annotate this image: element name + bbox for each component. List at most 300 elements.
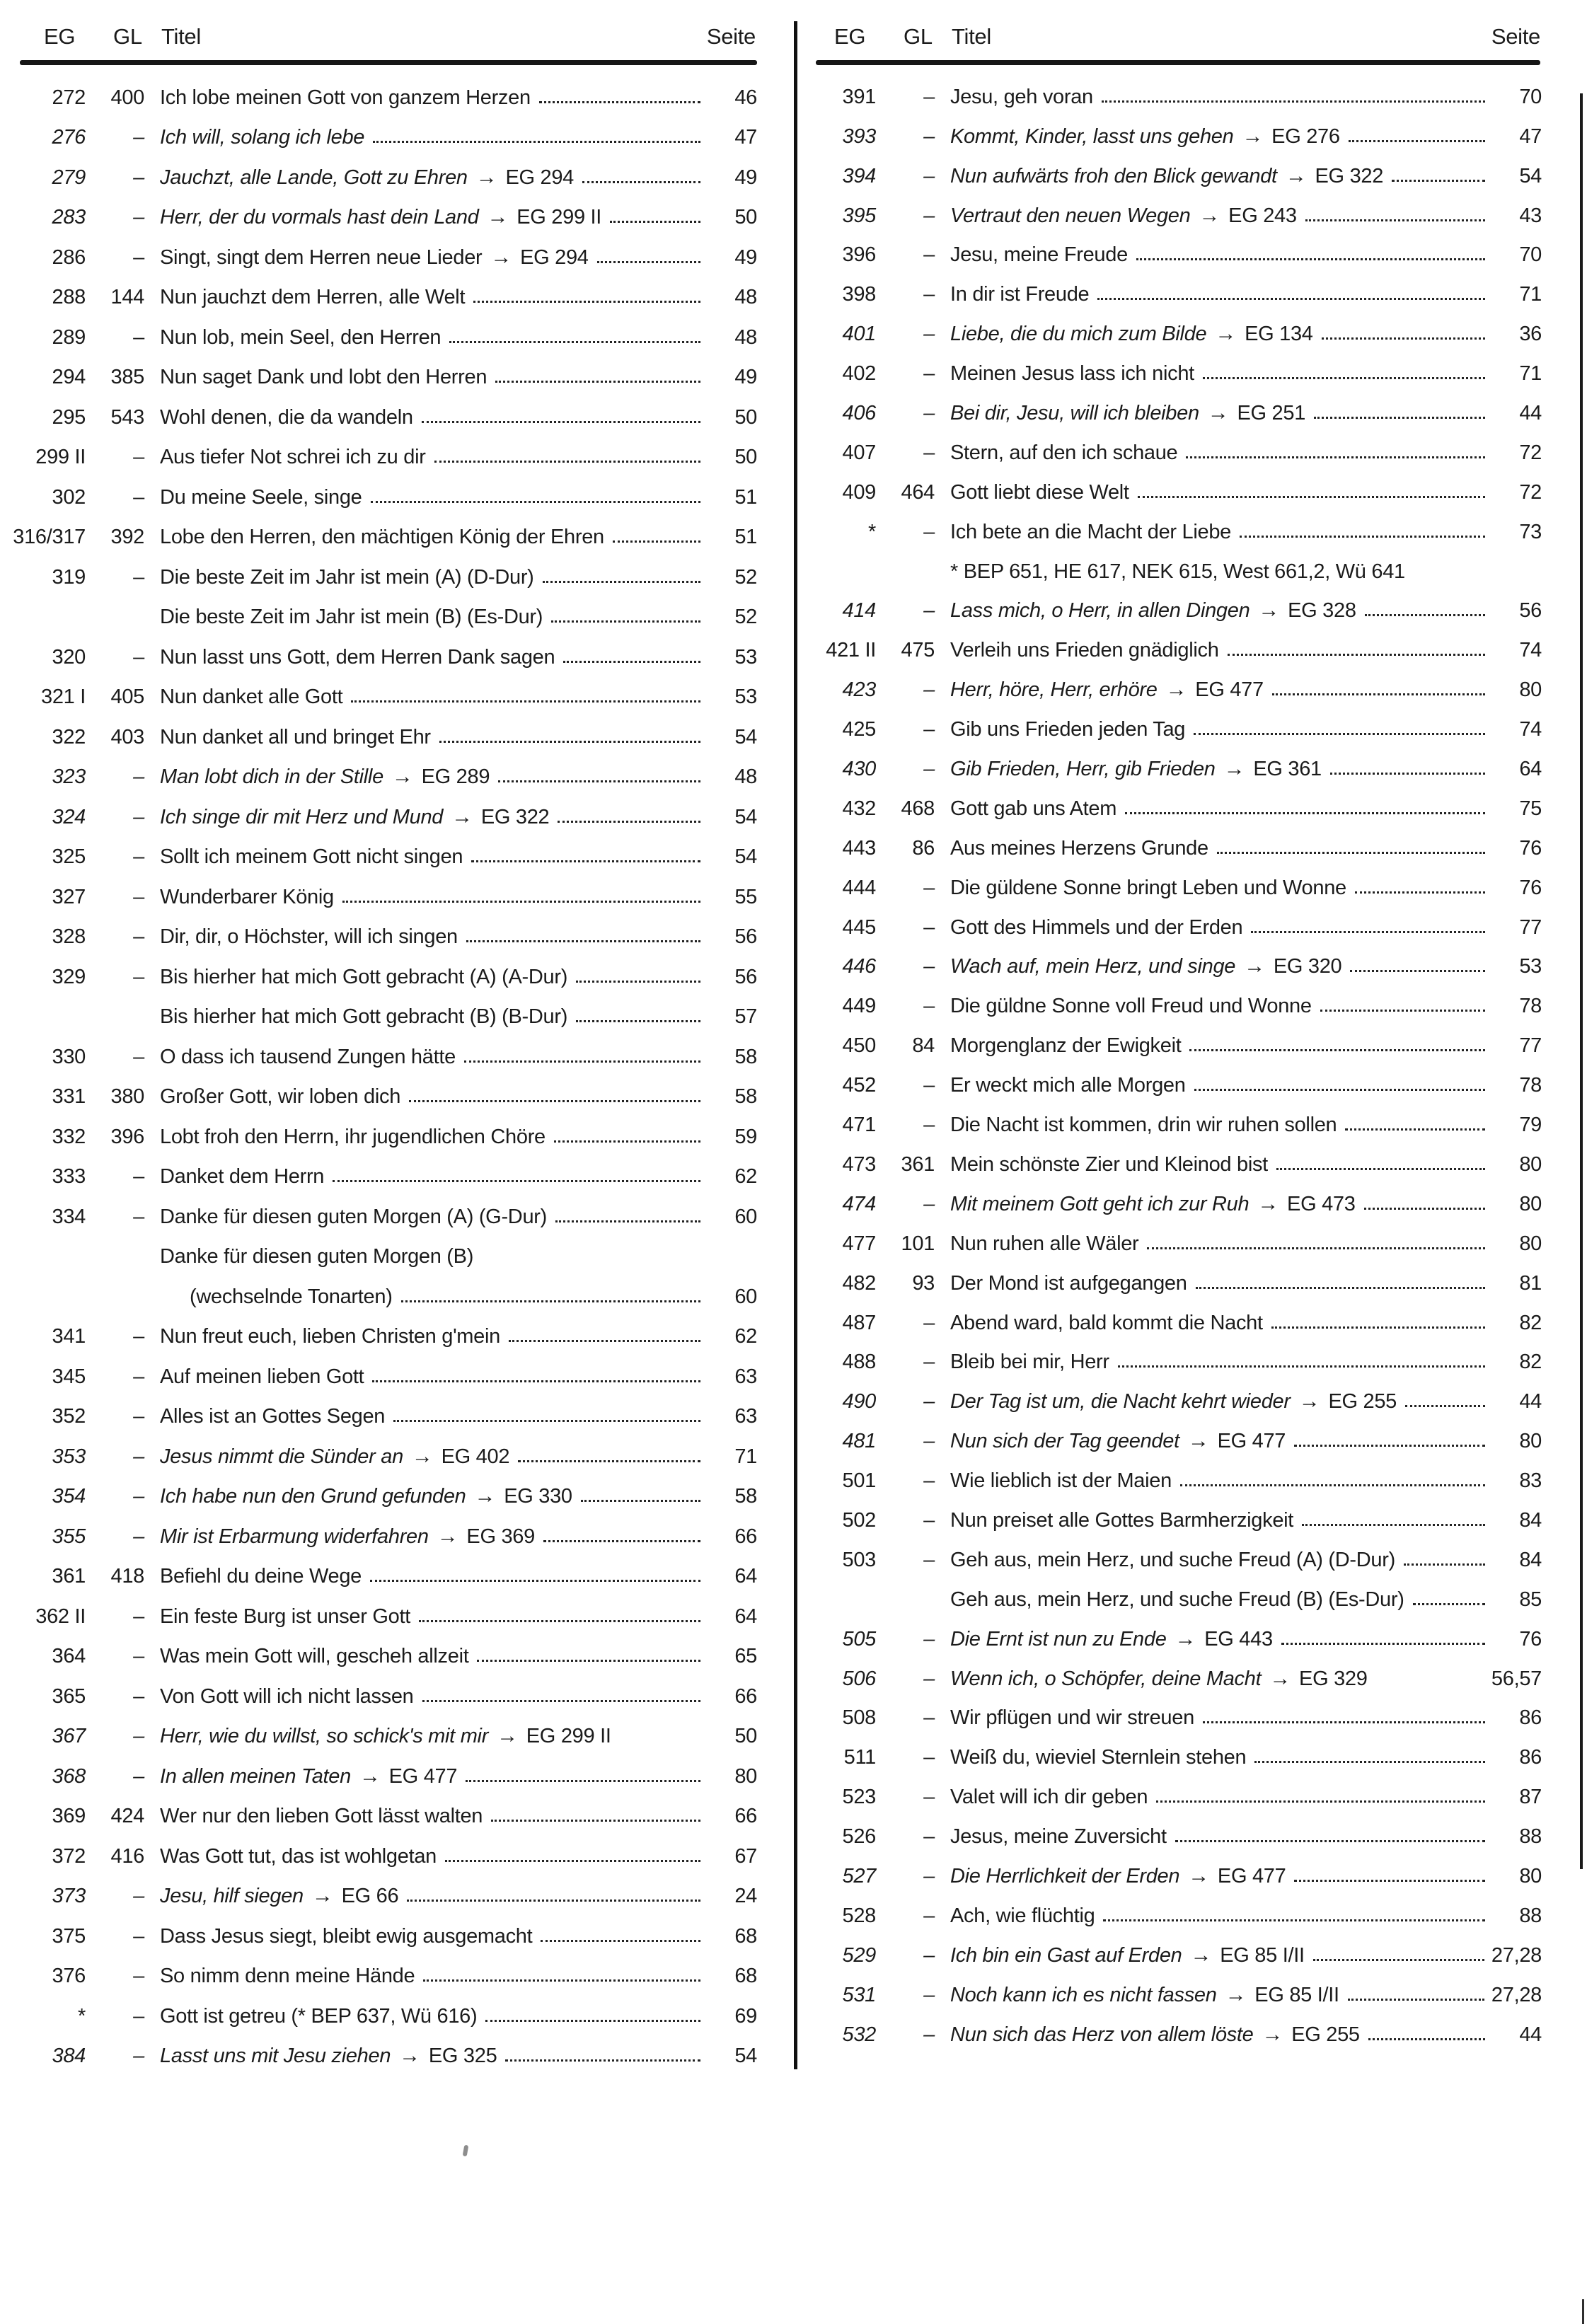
page-number: 80 (1519, 1864, 1542, 1887)
dot-leader (477, 1660, 700, 1662)
song-title-text: Du meine Seele, singe (160, 485, 362, 509)
index-row (790, 978, 1542, 1018)
page-number: 76 (1519, 836, 1542, 860)
index-row (790, 149, 1542, 188)
dot-leader (1368, 2038, 1485, 2040)
song-title (950, 1627, 1273, 1651)
page-number: 78 (1519, 1074, 1542, 1097)
eg-number: 321 I (41, 686, 86, 708)
gl-number: – (133, 805, 144, 828)
index-row (790, 1335, 1542, 1375)
song-title (160, 245, 589, 270)
dot-leader (1355, 891, 1485, 894)
index-row (790, 1691, 1542, 1730)
eg-number: * (868, 520, 876, 543)
eg-number: 402 (842, 362, 876, 386)
gl-number: – (923, 1351, 935, 1374)
index-row (790, 188, 1542, 228)
right-arrow-icon: → (497, 1724, 518, 1747)
song-title-text: Valet will ich dir geben (950, 1786, 1148, 1809)
song-title-text: Alles ist an Gottes Segen (160, 1405, 386, 1428)
song-title (950, 1271, 1187, 1295)
song-title (160, 405, 413, 429)
dot-leader (1103, 1919, 1485, 1921)
dot-leader (491, 1820, 700, 1822)
dot-leader (1302, 1524, 1485, 1526)
right-arrow-icon: → (437, 1524, 458, 1548)
page-number: 48 (734, 325, 757, 349)
song-title-text: Jesu, meine Freude (950, 243, 1128, 267)
eg-number: 364 (52, 1645, 86, 1667)
song-title (160, 1724, 611, 1748)
right-arrow-icon: → (411, 1444, 433, 1468)
eg-number: 333 (52, 1165, 86, 1188)
song-title (950, 1350, 1109, 1374)
right-arrow-icon: → (1207, 401, 1229, 425)
index-row (0, 1988, 757, 2028)
dot-leader (518, 1460, 700, 1462)
eg-number: 367 (52, 1725, 86, 1747)
dot-leader (498, 780, 700, 782)
song-title (950, 1864, 1286, 1888)
gl-number: 144 (110, 286, 144, 308)
song-title (160, 1404, 385, 1428)
eg-number: 481 (842, 1430, 876, 1453)
gl-number: – (133, 2004, 144, 2028)
eg-number: 295 (52, 405, 86, 429)
page-number: 82 (1519, 1311, 1542, 1334)
index-row (0, 270, 757, 310)
cross-reference: EG 289 (421, 765, 490, 788)
song-title (160, 485, 362, 509)
eg-number: 445 (842, 915, 876, 939)
column-header (790, 24, 1542, 55)
page-number: 56 (1519, 599, 1542, 623)
page-number: 55 (734, 885, 757, 908)
song-title-text: Jesu, geh voran (950, 85, 1093, 108)
page-number: 80 (1519, 678, 1542, 702)
page-number: 69 (734, 2004, 757, 2028)
gl-number: – (923, 441, 935, 464)
dot-leader (1348, 1999, 1484, 2001)
gl-number: – (923, 1943, 935, 1967)
dot-leader (543, 581, 700, 583)
dot-leader (613, 540, 700, 543)
song-title (160, 1484, 572, 1508)
eg-number: 508 (842, 1706, 876, 1730)
page-number: 78 (1519, 995, 1542, 1018)
song-title-text: (wechselnde Tonarten) (190, 1285, 393, 1308)
eg-number: 302 (52, 485, 86, 509)
song-title-text: Bei dir, Jesu, will ich bleiben (950, 402, 1199, 425)
song-title (950, 1508, 1293, 1532)
right-arrow-icon: → (1242, 124, 1264, 148)
gl-number: 396 (110, 1125, 144, 1148)
gl-number: – (923, 1983, 935, 2006)
dot-leader (1294, 1445, 1485, 1447)
eg-number: 354 (52, 1485, 86, 1508)
dot-leader (597, 261, 700, 263)
page-number: 70 (1519, 243, 1542, 267)
page-number: 80 (1519, 1152, 1542, 1176)
eg-number: 409 (842, 480, 876, 504)
gl-number: – (923, 85, 935, 108)
eg-number: 384 (52, 2045, 86, 2067)
dot-leader (1271, 1326, 1485, 1329)
index-row (0, 709, 757, 749)
page-number: 49 (734, 245, 757, 269)
song-title (950, 757, 1322, 781)
song-title (950, 876, 1346, 900)
song-title-text: Meinen Jesus lass ich nicht (950, 362, 1194, 386)
index-row (0, 309, 757, 349)
index-row (0, 190, 757, 230)
index-row (0, 1389, 757, 1429)
dot-leader (1203, 1721, 1485, 1723)
eg-number: 330 (52, 1045, 86, 1068)
song-title (950, 1588, 1404, 1612)
eg-number: 332 (52, 1125, 86, 1148)
song-title (160, 325, 441, 349)
gl-number: – (133, 1405, 144, 1428)
eg-number: 373 (52, 1885, 86, 1907)
index-row (0, 110, 757, 150)
song-title-text: Was Gott tut, das ist wohlgetan (160, 1844, 437, 1868)
page-number: 67 (734, 1844, 757, 1868)
song-title (160, 1285, 393, 1309)
song-title (160, 1964, 415, 1988)
index-row (790, 425, 1542, 465)
song-title-text: Dir, dir, o Höchster, will ich singen (160, 925, 458, 948)
gl-number: – (923, 204, 935, 227)
eg-number: 414 (842, 599, 876, 623)
gl-number: – (133, 1045, 144, 1068)
dot-leader (1320, 1010, 1485, 1012)
index-row (0, 1309, 757, 1349)
index-row (0, 1748, 757, 1788)
eg-number: 279 (52, 166, 86, 189)
page-number: 74 (1519, 639, 1542, 662)
dot-leader (473, 301, 700, 303)
song-title-text: Ich will, solang ich lebe (160, 126, 365, 149)
gl-number: – (923, 2023, 935, 2046)
gl-number: – (923, 1469, 935, 1493)
eg-number: 471 (842, 1114, 876, 1137)
gl-number: 464 (901, 480, 935, 504)
eg-number: 341 (52, 1325, 86, 1348)
page-number: 72 (1519, 480, 1542, 504)
gl-number: 418 (110, 1565, 144, 1588)
eg-number: 528 (842, 1904, 876, 1927)
song-title-text: Großer Gott, wir loben dich (160, 1085, 401, 1108)
cross-reference: EG 477 (1195, 678, 1264, 702)
song-title (160, 1125, 546, 1149)
gl-number: – (923, 1627, 935, 1650)
index-row (0, 1868, 757, 1909)
right-arrow-icon: → (1223, 757, 1245, 781)
song-title-text: Die beste Zeit im Jahr ist mein (B) (Es-Dur) (160, 606, 543, 628)
song-title-text: Wer nur den lieben Gott lässt walten (160, 1805, 483, 1827)
gl-number: – (133, 206, 144, 229)
eg-number: 276 (52, 126, 86, 149)
eg-number: 365 (52, 1684, 86, 1708)
index-row (790, 741, 1542, 781)
song-title (950, 1706, 1194, 1730)
page-number: 80 (1519, 1430, 1542, 1453)
index-row (0, 589, 757, 630)
dot-leader (449, 341, 700, 343)
eg-number: 272 (52, 86, 86, 109)
page-number: 44 (1519, 2023, 1542, 2046)
right-arrow-icon: → (311, 1884, 333, 1907)
song-title-text: Gott ist getreu (* BEP 637, Wü 616) (160, 2004, 478, 2028)
song-title (160, 86, 531, 110)
right-arrow-icon: → (1298, 1389, 1320, 1414)
dot-leader (1136, 258, 1485, 260)
song-title-text: Kommt, Kinder, lasst uns gehen (950, 125, 1234, 148)
song-title-text: Jauchzt, alle Lande, Gott zu Ehren (160, 166, 468, 189)
song-title-text: Nun aufwärts froh den Blick gewandt (950, 164, 1277, 187)
dot-leader (582, 181, 700, 183)
index-row (790, 386, 1542, 425)
eg-number: 324 (52, 805, 86, 828)
right-arrow-icon: → (1257, 1191, 1279, 1215)
song-title-text: Lass mich, o Herr, in allen Dingen (950, 599, 1250, 623)
page-number: 54 (734, 845, 757, 868)
gl-number: – (133, 126, 144, 149)
song-title (160, 2004, 477, 2028)
page-number: 77 (1519, 915, 1542, 939)
right-arrow-icon: → (1269, 1666, 1291, 1690)
page-number: 70 (1519, 85, 1542, 108)
song-title (950, 1429, 1286, 1453)
index-row (0, 909, 757, 949)
song-title-text: In allen meinen Taten (160, 1764, 351, 1788)
dot-leader (1349, 140, 1485, 142)
song-title-text: Befiehl du deine Wege (160, 1565, 362, 1588)
eg-number: 511 (843, 1746, 876, 1769)
eg-number: 523 (842, 1786, 876, 1809)
index-row (790, 109, 1542, 149)
dot-leader (1281, 1643, 1485, 1645)
index-row (790, 1532, 1542, 1572)
page-number: 47 (1519, 125, 1542, 148)
dot-leader (464, 1060, 700, 1063)
page-number: 74 (1519, 718, 1542, 741)
song-title (160, 125, 364, 149)
page-number: 50 (734, 405, 757, 429)
cross-reference: EG 85 I/II (1220, 1943, 1305, 1967)
index-row (790, 1928, 1542, 1967)
dot-leader (1350, 970, 1485, 972)
song-title (950, 1232, 1138, 1256)
header-rule (816, 60, 1540, 65)
page-number: 48 (734, 765, 757, 788)
index-row (0, 429, 757, 470)
eg-number: 505 (842, 1627, 876, 1650)
dot-leader (509, 1340, 700, 1342)
gl-number: – (133, 245, 144, 269)
dot-leader (1330, 773, 1485, 775)
eg-number: 286 (52, 245, 86, 269)
dot-leader (1240, 536, 1485, 538)
song-title-text: Herr, der du vormals hast dein Land (160, 206, 479, 229)
dot-leader (1217, 852, 1485, 854)
song-title-text: Er weckt mich alle Morgen (950, 1074, 1186, 1097)
song-title-text: Was mein Gott will, gescheh allzeit (160, 1645, 469, 1667)
right-arrow-icon: → (359, 1764, 381, 1788)
index-row (0, 1908, 757, 1948)
song-title (160, 805, 549, 829)
page-number: 77 (1519, 1034, 1542, 1058)
index-row (0, 1549, 757, 1589)
index-row (790, 1572, 1542, 1612)
song-title (950, 401, 1305, 425)
eg-number: 421 II (826, 639, 876, 662)
dot-leader (1194, 733, 1485, 735)
index-row (790, 1967, 1542, 2007)
index-rows (0, 69, 757, 2068)
eg-number: 328 (52, 925, 86, 948)
song-title (160, 1764, 457, 1788)
cross-reference: EG 299 II (517, 206, 602, 229)
eg-number: 490 (842, 1390, 876, 1414)
eg-number: 283 (52, 206, 86, 229)
eg-number: 327 (52, 885, 86, 908)
index-row (790, 1414, 1542, 1453)
song-title-text: Morgenglanz der Ewigkeit (950, 1034, 1182, 1058)
gl-number: – (133, 925, 144, 948)
eg-number: 355 (52, 1525, 86, 1548)
page-number: 75 (1519, 797, 1542, 820)
song-title (160, 845, 463, 869)
gl-number: – (923, 1864, 935, 1887)
index-row (790, 1453, 1542, 1493)
dot-leader (1196, 1287, 1485, 1289)
gl-number: – (133, 965, 144, 988)
dot-leader (1405, 1405, 1485, 1407)
dot-leader (1097, 298, 1485, 300)
gl-number: 403 (110, 725, 144, 748)
page-number: 64 (734, 1605, 757, 1628)
header-seite: Seite (706, 24, 756, 49)
page-number: 48 (734, 286, 757, 308)
song-title (950, 1389, 1397, 1414)
eg-number: 396 (842, 243, 876, 267)
index-row (0, 1029, 757, 1069)
song-title (160, 1564, 362, 1588)
index-row (790, 1216, 1542, 1256)
dot-leader (1364, 1208, 1485, 1210)
cross-reference: EG 322 (480, 805, 550, 828)
gl-number: – (133, 645, 144, 669)
song-title-text: In dir ist Freude (950, 283, 1090, 306)
eg-number: 376 (52, 1965, 86, 1987)
page-number: 27,28 (1491, 1983, 1542, 2006)
song-title (160, 965, 567, 989)
eg-number: 531 (842, 1983, 876, 2006)
page-number: 86 (1519, 1746, 1542, 1769)
song-title (160, 685, 342, 709)
page-number: 50 (734, 446, 757, 468)
gl-number: – (923, 1074, 935, 1097)
cross-reference: EG 276 (1271, 125, 1340, 148)
page-number: 43 (1519, 204, 1542, 227)
index-row (790, 1097, 1542, 1137)
song-title-text: Danke für diesen guten Morgen (B) (160, 1245, 474, 1268)
song-title (950, 362, 1194, 386)
song-title-text: Nun sich der Tag geendet (950, 1430, 1179, 1453)
dot-leader (401, 1300, 700, 1302)
gl-number: – (923, 283, 935, 306)
song-title-text: Aus tiefer Not schrei ich zu dir (160, 446, 426, 468)
eg-number: 361 (52, 1565, 86, 1588)
song-title (950, 1667, 1368, 1691)
song-title-text: Nun danket alle Gott (160, 686, 343, 708)
page-number: 56 (734, 965, 757, 988)
gl-number: – (923, 876, 935, 899)
song-title (950, 1469, 1172, 1493)
index-row (0, 789, 757, 829)
eg-number: 322 (52, 725, 86, 748)
dot-leader (1251, 931, 1485, 933)
song-title (950, 1192, 1356, 1216)
song-title-text: Nun lob, mein Seel, den Herren (160, 325, 442, 349)
page-number: 49 (734, 366, 757, 388)
song-title-text: Gib Frieden, Herr, gib Frieden (950, 758, 1216, 781)
index-row (0, 869, 757, 909)
dot-leader (1404, 1563, 1485, 1566)
song-title (950, 85, 1093, 109)
page-number: 53 (1519, 955, 1542, 978)
cross-reference: EG 477 (1217, 1864, 1286, 1887)
index-column-right (790, 0, 1542, 2122)
eg-number: 320 (52, 645, 86, 669)
eg-number: 449 (842, 995, 876, 1018)
gl-number: – (923, 164, 935, 187)
index-row (790, 1137, 1542, 1177)
index-row (0, 1508, 757, 1549)
song-title-text: Nun jauchzt dem Herren, alle Welt (160, 286, 466, 308)
song-title-text: Wach auf, mein Herz, und singe (950, 955, 1236, 978)
dot-leader (372, 1380, 700, 1382)
page-number: 63 (734, 1365, 757, 1388)
page-number: 54 (734, 725, 757, 748)
index-row (790, 584, 1542, 623)
cross-reference: EG 402 (441, 1445, 510, 1468)
song-title (950, 1785, 1148, 1809)
index-row (0, 629, 757, 669)
index-row (0, 669, 757, 710)
dot-leader (422, 1700, 700, 1702)
index-row (0, 69, 757, 110)
song-title (950, 638, 1219, 662)
song-title-text: Die Ernt ist nun zu Ende (950, 1627, 1167, 1650)
index-rows (790, 69, 1542, 2047)
song-title-text: Wie lieblich ist der Maien (950, 1469, 1172, 1493)
page-number: 88 (1519, 1904, 1542, 1927)
right-arrow-icon: → (1285, 163, 1307, 187)
index-row (0, 1109, 757, 1149)
page-number: 24 (734, 1885, 757, 1907)
index-row (0, 1629, 757, 1669)
cross-reference: EG 66 (341, 1885, 399, 1907)
dot-leader (393, 1420, 700, 1422)
index-row (0, 829, 757, 869)
right-arrow-icon: → (451, 804, 473, 828)
song-title-text: Ich lobe meinen Gott von ganzem Herzen (160, 86, 531, 109)
song-title-text: Jesu, hilf siegen (160, 1885, 304, 1907)
